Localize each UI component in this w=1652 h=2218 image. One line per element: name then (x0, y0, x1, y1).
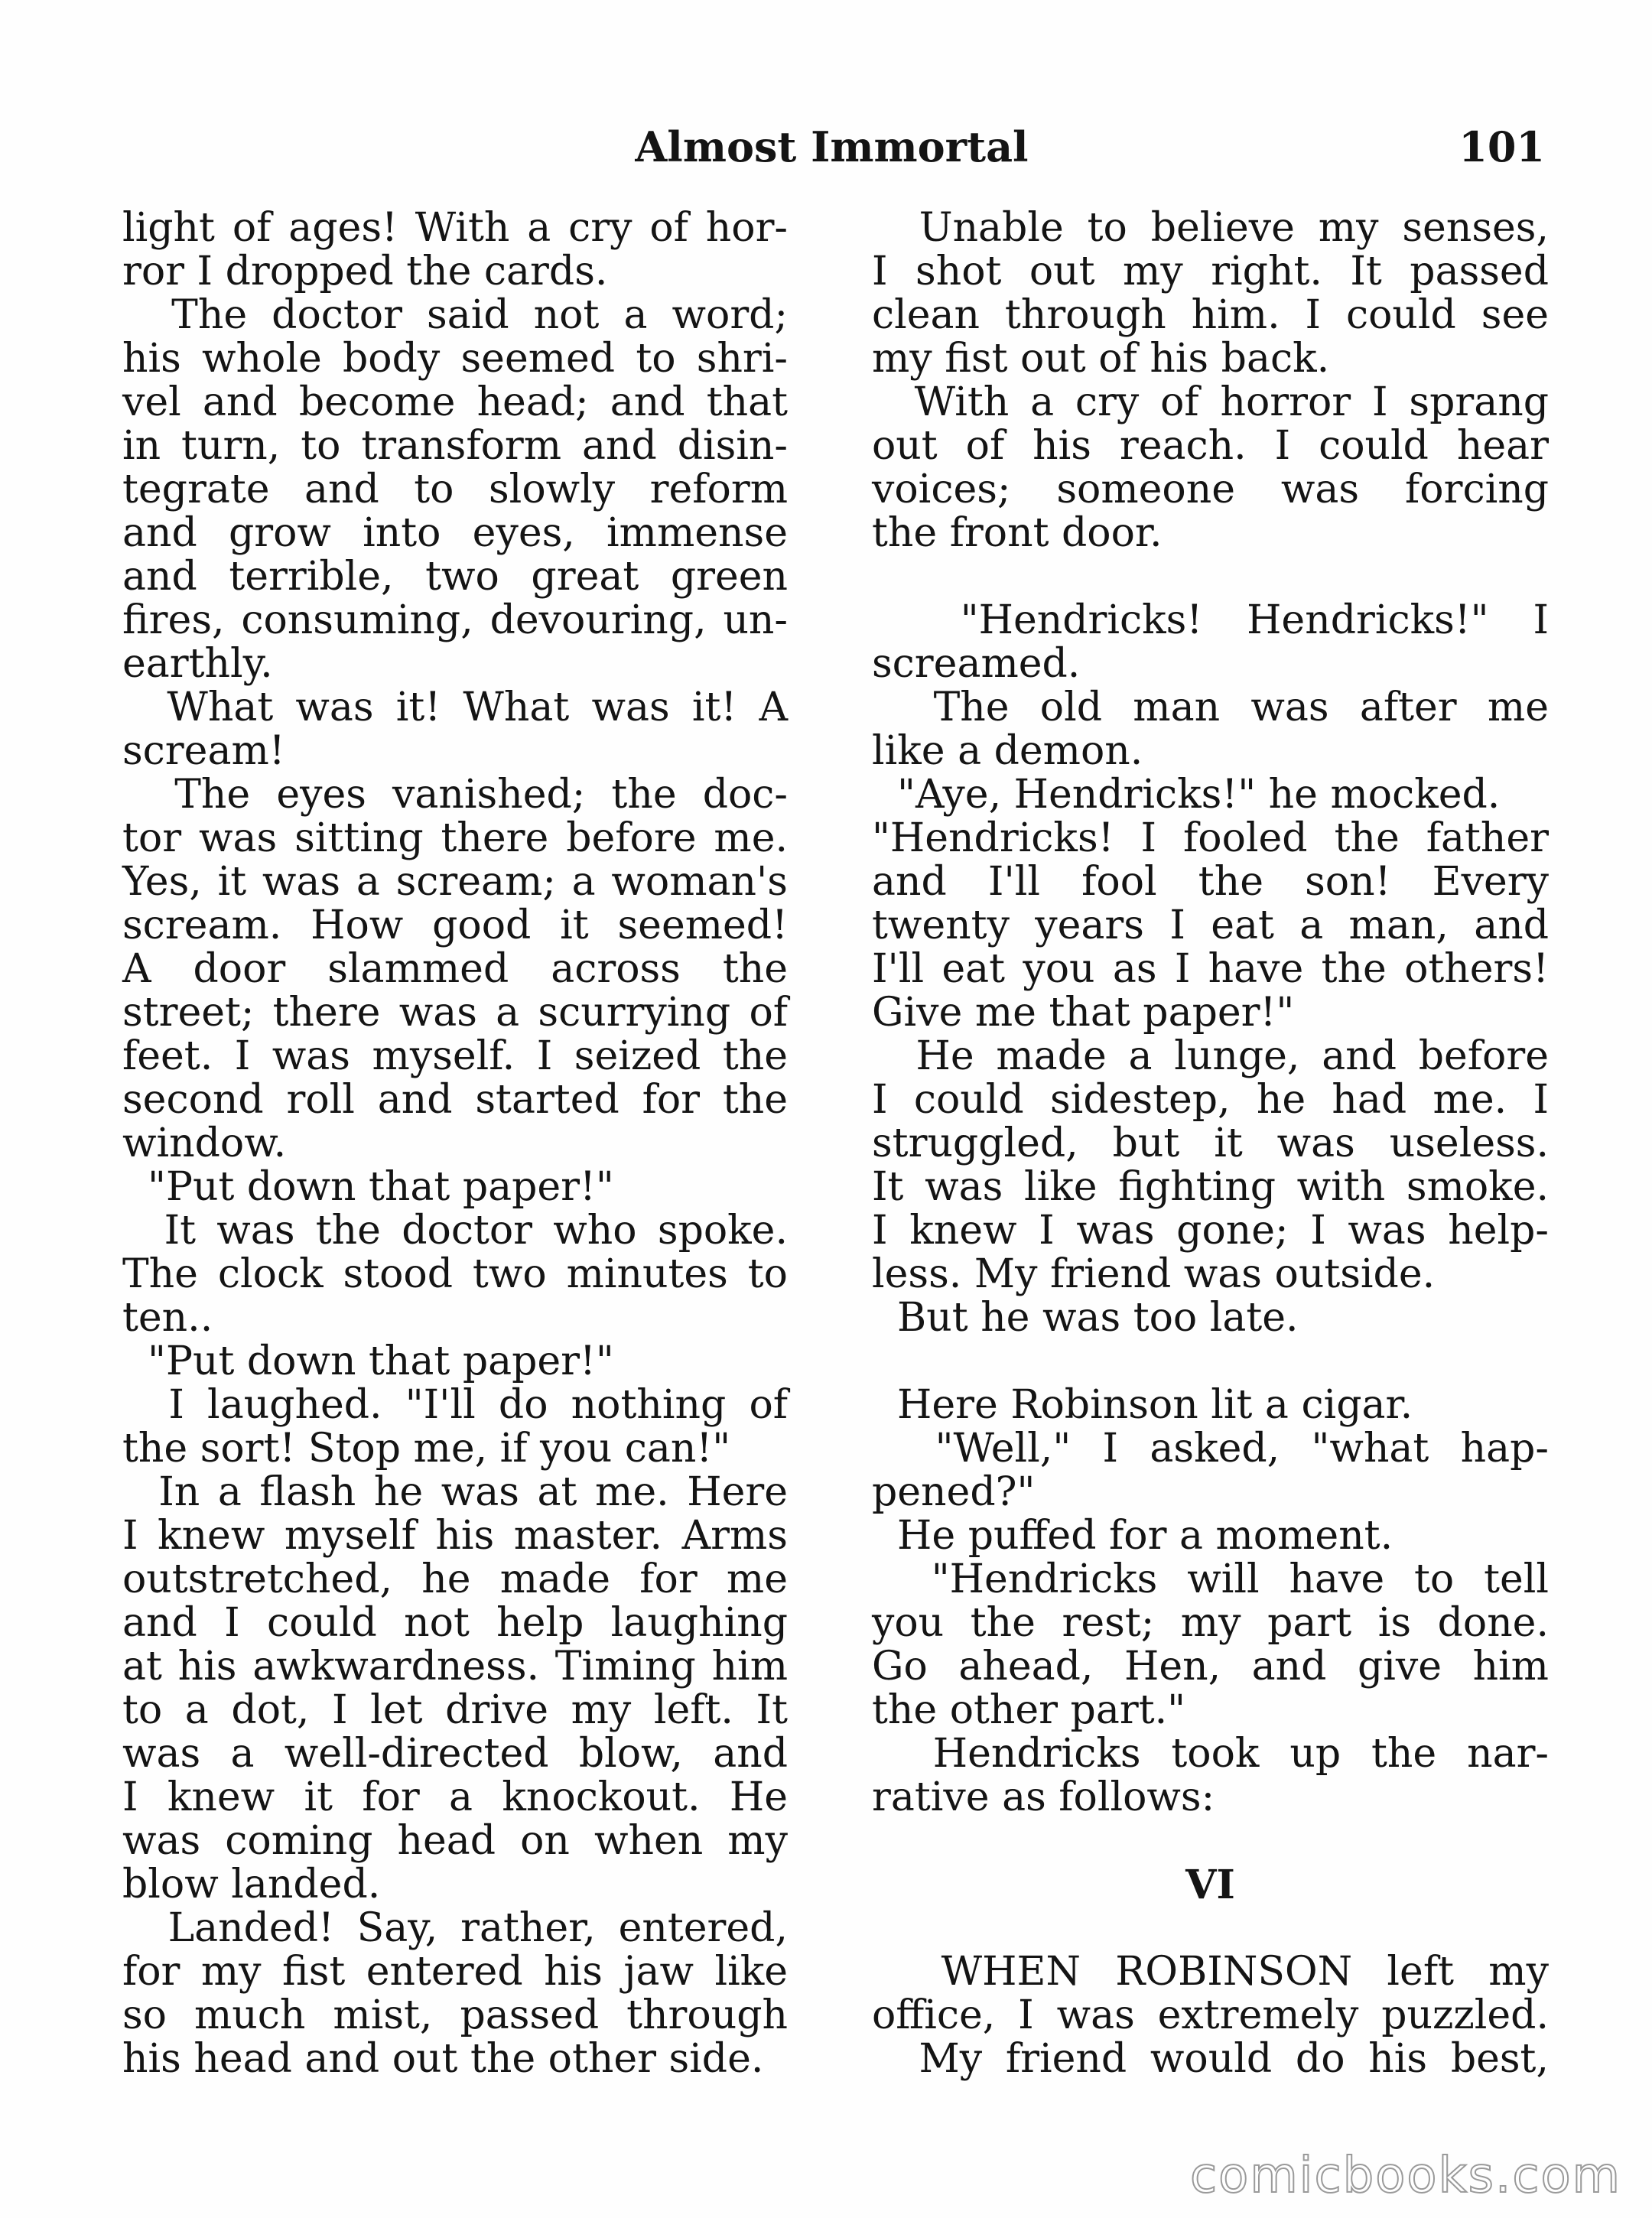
text-line: The clock stood two minutes to (122, 1251, 788, 1297)
text-line: What was it! What was it! A (122, 685, 788, 730)
text-line: to a dot, I let drive my left. It (122, 1687, 788, 1733)
right-text-column (872, 207, 1549, 2081)
text-line: The doctor said not a word; (122, 292, 788, 338)
text-line: in turn, to transform and disin- (122, 423, 788, 469)
text-line: "Put down that paper!" (122, 1164, 614, 1210)
text-line: He made a lunge, and before (872, 1033, 1549, 1079)
text-line: second roll and started for the (122, 1077, 788, 1123)
text-line: window. (122, 1120, 287, 1166)
text-line (872, 555, 1549, 599)
text-line: screamed. (872, 641, 1081, 687)
text-line: you the rest; my part is done. (872, 1600, 1549, 1646)
text-line: I shot out my right. It passed (872, 249, 1549, 294)
text-line: The eyes vanished; the doc- (122, 772, 788, 818)
text-line: "Well," I asked, "what hap- (872, 1426, 1549, 1472)
text-line: ten.. (122, 1295, 213, 1341)
text-line: twenty years I eat a man, and (872, 902, 1549, 948)
text-line: and terrible, two great green (122, 554, 788, 600)
text-line: ror I dropped the cards. (122, 249, 608, 294)
page-number: 101 (1459, 122, 1545, 171)
text-line (872, 1907, 1549, 1950)
left-text-column (122, 207, 788, 2081)
text-line: struggled, but it was useless. (872, 1120, 1549, 1166)
text-line: less. My friend was outside. (872, 1251, 1436, 1297)
text-line: scream. How good it seemed! (122, 902, 788, 948)
text-line: so much mist, passed through (122, 1992, 788, 2038)
text-line: the front door. (872, 510, 1163, 556)
text-line: "Hendricks will have to tell (872, 1556, 1549, 1602)
text-line: My friend would do his best, (872, 2036, 1549, 2082)
text-line: office, I was extremely puzzled. (872, 1992, 1549, 2038)
text-line: Here Robinson lit a cigar. (872, 1382, 1413, 1428)
section-heading: VI (1185, 1862, 1235, 1908)
text-line: Go ahead, Hen, and give him (872, 1644, 1549, 1690)
text-line: tegrate and to slowly reform (122, 467, 788, 512)
text-line: and grow into eyes, immense (122, 510, 788, 556)
text-line: The old man was after me (872, 685, 1549, 730)
text-line: for my fist entered his jaw like (122, 1949, 788, 1995)
text-line: Landed! Say, rather, entered, (122, 1905, 788, 1951)
text-line: I knew it for a knockout. He (122, 1774, 788, 1820)
text-line: In a flash he was at me. Here (122, 1469, 788, 1515)
text-line: A door slammed across the (122, 946, 788, 992)
text-line: pened?" (872, 1469, 1036, 1515)
page-header (119, 122, 1545, 191)
text-line: earthly. (122, 641, 273, 687)
text-line: was coming head on when my (122, 1818, 788, 1864)
text-line: With a cry of horror I sprang (872, 379, 1549, 425)
text-line (872, 1340, 1549, 1384)
text-line: Give me that paper!" (872, 990, 1295, 1036)
text-line: Unable to believe my senses, (872, 205, 1549, 251)
text-line: It was the doctor who spoke. (122, 1208, 788, 1254)
text-line: his head and out the other side. (122, 2036, 764, 2082)
text-line: "Hendricks! Hendricks!" I (872, 597, 1549, 643)
text-line: I knew I was gone; I was help- (872, 1208, 1549, 1254)
text-line: WHEN ROBINSON left my (872, 1949, 1549, 1995)
text-line: the other part." (872, 1687, 1186, 1733)
text-line: and I could not help laughing (122, 1600, 788, 1646)
text-line: street; there was a scurrying of (122, 990, 788, 1036)
text-line: I knew myself his master. Arms (122, 1513, 788, 1559)
text-line: "Put down that paper!" (122, 1338, 614, 1384)
text-line: "Hendricks! I fooled the father (872, 815, 1549, 861)
text-line: scream! (122, 728, 285, 774)
text-line: was a well-directed blow, and (122, 1731, 788, 1777)
text-line: the sort! Stop me, if you can!" (122, 1426, 731, 1472)
text-line: clean through him. I could see (872, 292, 1549, 338)
text-line: my fist out of his back. (872, 336, 1330, 382)
text-line (872, 1820, 1549, 1863)
text-line: I could sidestep, he had me. I (872, 1077, 1549, 1123)
text-line: outstretched, he made for me (122, 1556, 788, 1602)
text-line: like a demon. (872, 728, 1143, 774)
text-line: out of his reach. I could hear (872, 423, 1549, 469)
text-line: voices; someone was forcing (872, 467, 1549, 512)
text-line: I'll eat you as I have the others! (872, 946, 1549, 992)
text-line: I laughed. "I'll do nothing of (122, 1382, 788, 1428)
text-line: tor was sitting there before me. (122, 815, 788, 861)
text-line: feet. I was myself. I seized the (122, 1033, 788, 1079)
text-line: fires, consuming, devouring, un- (122, 597, 788, 643)
text-line: But he was too late. (872, 1295, 1299, 1341)
text-line: rative as follows: (872, 1774, 1215, 1820)
text-line: blow landed. (122, 1862, 381, 1907)
text-line: He puffed for a moment. (872, 1513, 1393, 1559)
text-line: his whole body seemed to shri- (122, 336, 788, 382)
text-line: and I'll fool the son! Every (872, 859, 1549, 905)
text-line: light of ages! With a cry of hor- (122, 205, 788, 251)
running-title: Almost Immortal (635, 122, 1029, 171)
watermark: comicbooks.com (1189, 2148, 1621, 2204)
text-line: Hendricks took up the nar- (872, 1731, 1549, 1777)
text-line: Yes, it was a scream; a woman's (122, 859, 788, 905)
text-line: "Aye, Hendricks!" he mocked. (872, 772, 1501, 818)
text-line: vel and become head; and that (122, 379, 788, 425)
text-line: at his awkwardness. Timing him (122, 1644, 788, 1690)
text-line: It was like fighting with smoke. (872, 1164, 1549, 1210)
